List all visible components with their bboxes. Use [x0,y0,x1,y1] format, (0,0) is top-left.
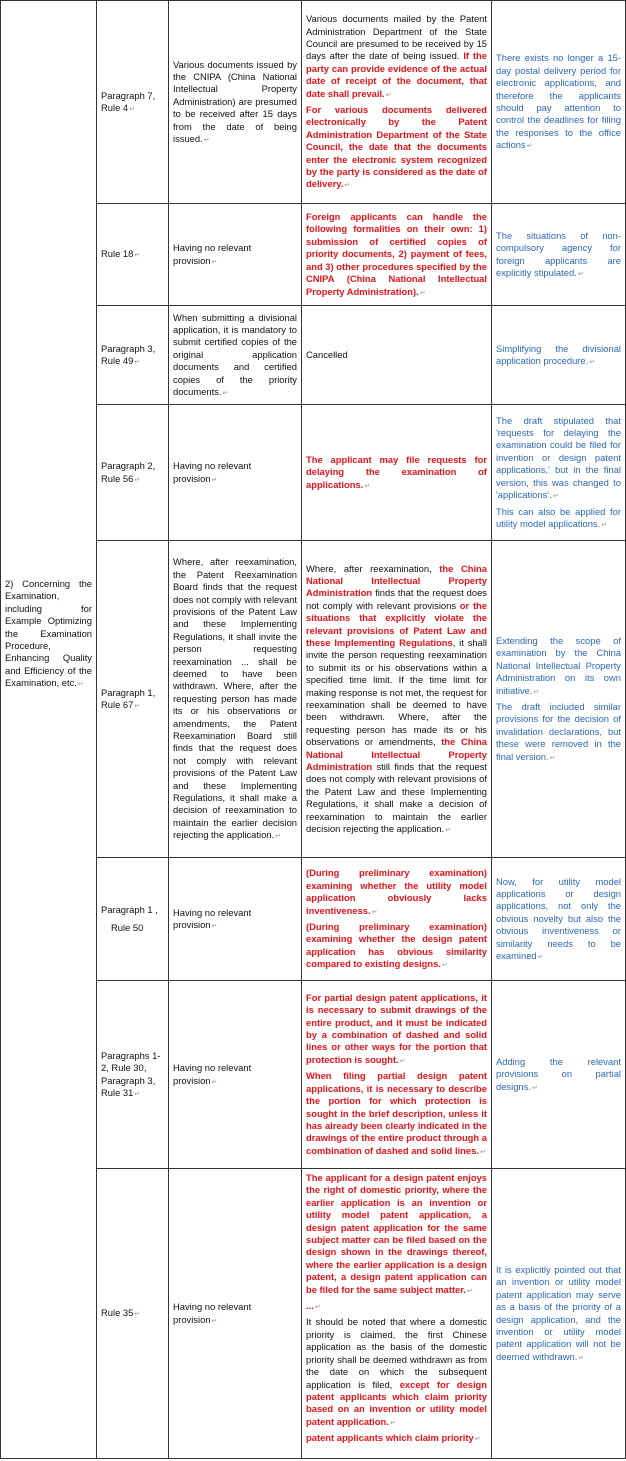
category-label: 2) Concerning the Examination, including for Example Optimizing the Examination Procedure, Enhancing Quality and Efficiency of the Examination, etc.↵ [5,578,92,689]
note-cell [492,541,626,858]
paragraph-mark-icon: ↵ [399,1057,406,1065]
paragraph-mark-icon: ↵ [222,390,229,398]
paragraph-mark-icon: ↵ [531,1084,538,1092]
paragraph-mark-icon: ↵ [578,1354,585,1362]
paragraph-mark-icon: ↵ [371,908,378,916]
rule-label: Paragraphs 1-2, Rule 30, Paragraph 3, Rule 31 [101,1049,161,1098]
note-cell [492,981,626,1169]
paragraph-mark-icon: ↵ [479,1148,486,1156]
new-text: Various documents mailed by the Patent Administration Department of the State Council are presumed to be received by 15 days after the date of being issued. [306,13,487,62]
new-text-highlight: The applicant may file requests for delaying the examination of applications. [306,453,487,490]
old-text: Having no relevant provision [173,1062,252,1086]
rule-cell [97,1169,169,1459]
rule-label: Paragraph 2, Rule 56 [101,460,156,484]
old-provision-cell [169,1,302,204]
paragraph-mark-icon: ↵ [474,1436,481,1444]
old-provision-cell [169,541,302,858]
note-text: It is explicitly pointed out that an invention or utility model patent application may serve as a basis of the priority of a design application, and the invention or utility model patent application will not be deemed withdrawn. [496,1263,621,1362]
note-text: This can also be applied for utility model applications. [496,505,621,529]
paragraph-mark-icon: ↵ [577,270,584,278]
new-text-highlight: The applicant for a design patent enjoys the right of domestic priority, where the earlier application is an invention or utility model patent application, a design patent application for the same subject matter can be filed based on the design shown in the drawings thereof, where the earlier application is a design patent, a design patent application can be filed for the same subject matter. [306,1172,487,1295]
note-cell [492,306,626,405]
new-text-highlight: (During preliminary examination) examining whether the utility model application obviously lacks inventiveness. [306,867,487,916]
new-text-highlight: Foreign applicants can handle the following formalities on their own: 1) submission of certified copies of priority documents, 2) payment of fees, and 3) other procedures specified by the CNIPA (China National Intellectual Property Administration). [306,211,487,297]
old-provision-cell [169,204,302,306]
paragraph-mark-icon: ↵ [589,359,596,366]
new-text-highlight: or the situations that explicitly violate the relevant provisions of Patent Law and these Implementing Regulations [306,599,488,648]
new-text-highlight: except for design patent applicants which claim priority based on an invention or utility model patent application. [306,1378,488,1427]
new-text: It should be noted that where a domestic priority is claimed, the first Chinese application as the basis of the domestic priority shall be deemed withdrawn as from the date on which the subsequent application is filed, [306,1316,487,1390]
paragraph-mark-icon: ↵ [134,252,141,260]
paragraph-mark-icon: ↵ [134,703,141,710]
paragraph-mark-icon: ↵ [134,359,141,366]
note-text: Now, for utility model applications or design applications, not only the obvious novelty but also the obvious inventiveness or similarity needs to be examined [496,875,621,962]
old-text: Having no relevant provision [173,242,252,266]
category-cell [1,1,97,1459]
paragraph-mark-icon: ↵ [552,493,559,501]
paragraph-mark-icon: ↵ [445,827,451,835]
note-text: There exists no longer a 15-day postal delivery period for electronic applications, and therefore the applicants should pay attention to control the deadlines for filing the responses to the office actions [496,52,621,151]
paragraph-mark-icon: ↵ [385,91,392,99]
old-text: Having no relevant provision [173,1301,252,1325]
note-text: Adding the relevant provisions on partial designs. [496,1055,621,1092]
paragraph-mark-icon: ↵ [441,962,448,970]
paragraph-mark-icon: ↵ [211,476,218,484]
new-provision-cell [302,981,492,1169]
paragraph-mark-icon: ↵ [211,1078,218,1086]
old-provision-cell [169,306,302,405]
rule-label: Paragraph 7, Rule 4 [101,89,156,113]
paragraph-mark-icon: ↵ [134,476,141,484]
paragraph-mark-icon: ↵ [364,482,371,490]
new-text: still finds that the request does not comply with relevant provisions of the Patent Law and these Implementing Regulations, it shall make a decision of reexamination to maintain the earlier decision rejecting the application. [306,761,487,835]
paragraph-mark-icon: ↵ [77,681,84,689]
table-row [1,1,626,204]
rule-cell [97,405,169,541]
note-cell [492,1169,626,1459]
rule-label: Paragraph 1, Rule 67 [101,686,156,710]
rule-cell [97,541,169,858]
old-text: Various documents issued by the CNIPA (China National Intellectual Property Administration) are presumed to be received after 15 days from the date of being issued. [173,58,297,145]
new-text: Where, after reexamination, [306,562,440,574]
new-provision-cell [302,858,492,981]
new-text: , it shall invite the person requesting reexamination to submit its or his observations within a specified time limit. If the time limit for making response is not met, the request for reexamination shall be deemed to have been withdrawn. Where, after the requesting person has made its or his observations or amendments, [306,636,487,748]
new-provision-cell [302,204,492,306]
old-text: Where, after reexamination, the Patent Reexamination Board finds that the request does not comply with relevant provisions of the Patent Law and these Implementing Regulations, it shall invite the person requesting reexamination ... shall be deemed to have been withdrawn. Where, after the requesting person has made its or his observations or amendments, the Patent Reexamination Board still finds that the request does not comply with relevant provisions of the Patent Law and these Implementing Regulations, it shall make a decision of reexamination to maintain the earlier decision rejecting the application. [173,556,297,841]
new-provision-cell [302,306,492,405]
paragraph-mark-icon: ↵ [389,1419,396,1427]
new-text-highlight: For partial design patent applications, it is necessary to submit drawings of the entire product, and it must be indicated by a combination of dashed and solid lines or other ways for the portion that protection is sought. [306,991,487,1065]
cut-off-text: patent applicants which claim priority↵ [306,1432,481,1444]
rule-cell [97,306,169,405]
rule-label: Rule 35 [101,1307,134,1319]
paragraph-mark-icon: ↵ [275,833,281,841]
paragraph-mark-icon: ↵ [129,106,135,113]
paragraph-mark-icon: ↵ [601,521,608,529]
note-text: Extending the scope of examination by the China National Intellectual Property Administration on its own initiative. [496,634,621,696]
note-text: The situations of non-compulsory agency for foreign applicants are explicitly stipulated. [496,229,621,278]
rule-cell [97,204,169,306]
paragraph-mark-icon: ↵ [344,182,351,190]
new-text-highlight: the China National Intellectual Property Administration [306,562,487,599]
paragraph-mark-icon: ↵ [466,1287,473,1295]
paragraph-mark-icon: ↵ [314,1304,321,1312]
new-text-highlight: If the party can provide evidence of the actual date of receipt of the document, that date shall prevail. [306,50,487,99]
rule-cell [97,1,169,204]
paragraph-mark-icon: ↵ [203,137,210,145]
note-text: Simplifying the divisional application procedure. [496,342,621,366]
paragraph-mark-icon: ↵ [211,1317,218,1325]
note-cell [492,1,626,204]
paragraph-mark-icon: ↵ [549,754,556,762]
paragraph-mark-icon: ↵ [134,1090,141,1098]
new-text: Cancelled [306,348,348,360]
old-provision-cell [169,858,302,981]
note-cell [492,204,626,306]
new-provision-cell [302,1169,492,1459]
paragraph-mark-icon: ↵ [211,923,218,930]
rule-label: Paragraph 1 , [101,903,158,915]
paragraph-mark-icon: ↵ [134,1311,141,1319]
paragraph-mark-icon: ↵ [537,954,544,962]
rule-cell [97,981,169,1169]
note-text: The draft stipulated that 'requests for delaying the examination could be filed for invention or design patent applications,' but in the final version, this was changed to 'applications'. [496,414,621,501]
note-text: The draft included similar provisions for the decision of invalidation declarations, but these were removed in the final version. [496,701,621,762]
new-text-highlight: For various documents delivered electronically by the Patent Administration Department of the State Council, the date that the documents enter the electronic system recognized by the party is considered as the date of delivery. [306,104,487,190]
note-cell [492,405,626,541]
new-text-highlight: ... [306,1300,314,1312]
new-text-highlight: When filing partial design patent applications, it is necessary to describe the portion for which protection is sought in the brief description, unless it has already been clearly indicated in the drawings of the entire product through a combination of dashed and solid lines. [306,1070,487,1156]
new-text-highlight: (During preliminary examination) examining whether the design patent application has obvious similarity compared to existing designs. [306,921,487,970]
category-text [5,578,92,690]
new-text-highlight: the China National Intellectual Property Administration [306,736,487,773]
paragraph-mark-icon: ↵ [533,688,540,696]
paragraph-mark-icon: ↵ [526,143,533,151]
old-provision-cell [169,981,302,1169]
new-text: finds that the request does not comply with relevant provisions [306,587,487,611]
old-text: When submitting a divisional application, it is mandatory to submit certified copies of the original application documents and certified copies of the priority documents. [173,311,297,398]
paragraph-mark-icon: ↵ [419,289,426,297]
rule-label: Rule 18 [101,248,134,260]
new-provision-cell [302,405,492,541]
old-provision-cell [169,405,302,541]
old-text: Having no relevant provision [173,460,252,484]
paragraph-mark-icon: ↵ [211,258,218,266]
rule-cell [97,858,169,981]
old-text: Having no relevant provision [173,906,252,930]
new-provision-cell [302,1,492,204]
old-provision-cell [169,1169,302,1459]
note-cell [492,858,626,981]
rule-label: Rule 50 [111,922,144,933]
rule-label: Paragraph 3, Rule 49 [101,342,156,366]
new-provision-cell [302,541,492,858]
